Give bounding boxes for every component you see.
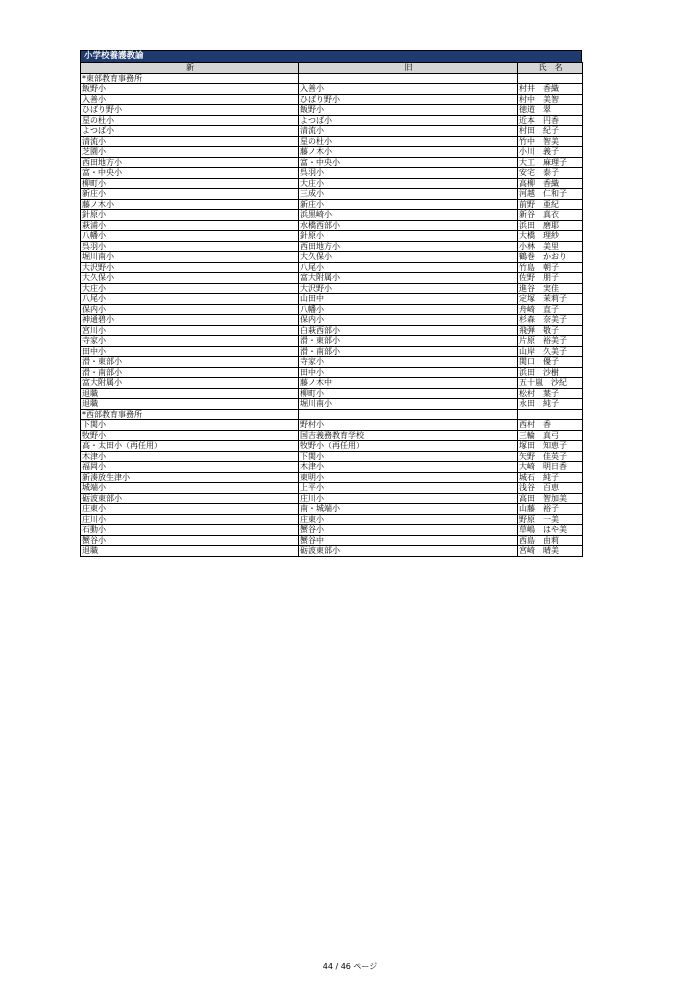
cell-person-name: 山岸 久美子 [518, 346, 583, 357]
table-row [81, 136, 583, 147]
cell-new-school: 針原小 [81, 210, 299, 221]
cell-new-school: 石動小 [81, 525, 299, 536]
cell-new-school: 滑・東部小 [81, 357, 299, 368]
page-number: 44 / 46 ページ [322, 962, 378, 971]
cell-old-school: 藤ノ木中 [299, 378, 518, 389]
cell-person-name: 定塚 茉莉子 [518, 294, 583, 305]
cell-old-school: 南・城端小 [299, 504, 518, 515]
table-row [81, 483, 583, 494]
cell-old-school: 富・中央小 [299, 157, 518, 168]
cell-new-school: 下関小 [81, 420, 299, 431]
cell-person-name: 安宅 泰子 [518, 168, 583, 179]
cell-new-school: 入善小 [81, 94, 299, 105]
cell-new-school: 福岡小 [81, 462, 299, 473]
cell-new-school: 新湊放生津小 [81, 472, 299, 483]
table-row [81, 189, 583, 200]
group-empty-cell [299, 409, 518, 420]
cell-new-school: 大沢野小 [81, 262, 299, 273]
cell-new-school: 蟹谷小 [81, 535, 299, 546]
cell-person-name: 竹島 朝子 [518, 262, 583, 273]
cell-new-school: 滑・南部小 [81, 367, 299, 378]
cell-person-name: 野原 一美 [518, 514, 583, 525]
cell-person-name: 高柳 香織 [518, 178, 583, 189]
cell-new-school: 八幡小 [81, 231, 299, 242]
cell-old-school: 国吉義務教育学校 [299, 430, 518, 441]
cell-old-school: 柳町小 [299, 388, 518, 399]
table-row [81, 168, 583, 179]
cell-old-school: 白萩西部小 [299, 325, 518, 336]
cell-person-name: 山藤 裕子 [518, 504, 583, 515]
group-label: *東部教育事務所 [81, 73, 299, 84]
cell-person-name: 西村 香 [518, 420, 583, 431]
transfer-table [80, 62, 583, 557]
cell-old-school: よつば小 [299, 115, 518, 126]
table-row [81, 157, 583, 168]
cell-old-school: 東明小 [299, 472, 518, 483]
cell-new-school: 寺家小 [81, 336, 299, 347]
table-row [81, 262, 583, 273]
cell-old-school: 山田中 [299, 294, 518, 305]
table-row [81, 420, 583, 431]
cell-person-name: 塚田 知恵子 [518, 441, 583, 452]
cell-old-school: 砺波東部小 [299, 546, 518, 557]
cell-old-school: 滑・東部小 [299, 336, 518, 347]
table-row [81, 105, 583, 116]
cell-new-school: 庄川小 [81, 514, 299, 525]
column-header-row [81, 63, 583, 74]
cell-old-school: 大庄小 [299, 178, 518, 189]
cell-person-name: 浜田 沙樹 [518, 367, 583, 378]
table-row [81, 304, 583, 315]
cell-old-school: 野村小 [299, 420, 518, 431]
cell-person-name: 矢野 佳英子 [518, 451, 583, 462]
cell-old-school: 庄東小 [299, 514, 518, 525]
cell-new-school: 藤ノ木小 [81, 199, 299, 210]
cell-old-school: 水橋西部小 [299, 220, 518, 231]
table-row [81, 388, 583, 399]
cell-old-school: 三成小 [299, 189, 518, 200]
cell-old-school: 藤ノ木小 [299, 147, 518, 158]
cell-new-school: 富大附属小 [81, 378, 299, 389]
cell-new-school: 大庄小 [81, 283, 299, 294]
cell-old-school: 清流小 [299, 126, 518, 137]
cell-new-school: 田中小 [81, 346, 299, 357]
cell-person-name: 鶴巻 かおり [518, 252, 583, 263]
cell-person-name: 進谷 実佳 [518, 283, 583, 294]
cell-person-name: 小林 美里 [518, 241, 583, 252]
cell-new-school: 木津小 [81, 451, 299, 462]
column-header-name: 氏 名 [518, 63, 583, 74]
table-row [81, 84, 583, 95]
cell-old-school: 蟹谷中 [299, 535, 518, 546]
group-empty-cell [518, 73, 583, 84]
cell-new-school: 退職 [81, 388, 299, 399]
table-row [81, 451, 583, 462]
cell-new-school: 清流小 [81, 136, 299, 147]
cell-new-school: 飯野小 [81, 84, 299, 95]
cell-person-name: 大工 麻理子 [518, 157, 583, 168]
table-row [81, 294, 583, 305]
table-row [81, 231, 583, 242]
cell-person-name: 杉森 奈美子 [518, 315, 583, 326]
table-row [81, 546, 583, 557]
cell-old-school: 保内小 [299, 315, 518, 326]
cell-person-name: 関口 優子 [518, 357, 583, 368]
section-title: 小学校養護教諭 [80, 50, 582, 62]
group-empty-cell [518, 409, 583, 420]
cell-old-school: 飯野小 [299, 105, 518, 116]
table-row [81, 241, 583, 252]
table-row [81, 462, 583, 473]
cell-old-school: 堀川南小 [299, 399, 518, 410]
cell-old-school: 西田地方小 [299, 241, 518, 252]
cell-new-school: ひばり野小 [81, 105, 299, 116]
cell-person-name: 飛弾 敬子 [518, 325, 583, 336]
table-row [81, 472, 583, 483]
group-label: *西部教育事務所 [81, 409, 299, 420]
cell-new-school: 呉羽小 [81, 241, 299, 252]
cell-old-school: 星の杜小 [299, 136, 518, 147]
table-row [81, 346, 583, 357]
table-row [81, 94, 583, 105]
cell-person-name: 近本 円香 [518, 115, 583, 126]
cell-person-name: 徳道 翠 [518, 105, 583, 116]
cell-person-name: 河越 仁和子 [518, 189, 583, 200]
table-row [81, 147, 583, 158]
staff-transfer-table-container [80, 50, 582, 557]
cell-new-school: 退職 [81, 546, 299, 557]
cell-old-school: 木津小 [299, 462, 518, 473]
table-row [81, 115, 583, 126]
table-row [81, 126, 583, 137]
table-row [81, 430, 583, 441]
cell-new-school: 堀川南小 [81, 252, 299, 263]
cell-person-name: 三輪 真弓 [518, 430, 583, 441]
cell-person-name: 五十嵐 沙紀 [518, 378, 583, 389]
cell-person-name: 佐野 朋子 [518, 273, 583, 284]
cell-old-school: 浜黒崎小 [299, 210, 518, 221]
cell-new-school: 城端小 [81, 483, 299, 494]
table-row [81, 399, 583, 410]
cell-old-school: 富大附属小 [299, 273, 518, 284]
table-row [81, 325, 583, 336]
table-row [81, 441, 583, 452]
table-row [81, 273, 583, 284]
cell-old-school: 庄川小 [299, 493, 518, 504]
cell-new-school: 萩浦小 [81, 220, 299, 231]
column-header-new: 新 [81, 63, 299, 74]
cell-person-name: 前野 亜紀 [518, 199, 583, 210]
cell-person-name: 村田 紀子 [518, 126, 583, 137]
cell-person-name: 竹中 智美 [518, 136, 583, 147]
cell-new-school: 牧野小 [81, 430, 299, 441]
table-row [81, 283, 583, 294]
cell-new-school: 柳町小 [81, 178, 299, 189]
cell-person-name: 高田 智加美 [518, 493, 583, 504]
cell-old-school: 大久保小 [299, 252, 518, 263]
table-row [81, 367, 583, 378]
cell-new-school: 星の杜小 [81, 115, 299, 126]
cell-old-school: 牧野小（再任用） [299, 441, 518, 452]
group-header-row [81, 73, 583, 84]
cell-new-school: 神通碧小 [81, 315, 299, 326]
column-header-old: 旧 [299, 63, 518, 74]
table-row [81, 199, 583, 210]
cell-old-school: 蟹谷小 [299, 525, 518, 536]
cell-new-school: 八尾小 [81, 294, 299, 305]
cell-new-school: 宮川小 [81, 325, 299, 336]
table-row [81, 493, 583, 504]
table-row [81, 525, 583, 536]
cell-person-name: 舟崎 直子 [518, 304, 583, 315]
cell-old-school: 大沢野小 [299, 283, 518, 294]
cell-old-school: 呉羽小 [299, 168, 518, 179]
table-row [81, 336, 583, 347]
table-row [81, 315, 583, 326]
cell-new-school: よつば小 [81, 126, 299, 137]
cell-person-name: 浅谷 百恵 [518, 483, 583, 494]
cell-new-school: 西田地方小 [81, 157, 299, 168]
cell-person-name: 松村 葉子 [518, 388, 583, 399]
cell-old-school: 新庄小 [299, 199, 518, 210]
cell-person-name: 片原 裕美子 [518, 336, 583, 347]
cell-old-school: ひばり野小 [299, 94, 518, 105]
cell-new-school: 新庄小 [81, 189, 299, 200]
cell-old-school: 滑・南部小 [299, 346, 518, 357]
cell-old-school: 下関小 [299, 451, 518, 462]
cell-old-school: 上平小 [299, 483, 518, 494]
cell-person-name: 小川 義子 [518, 147, 583, 158]
table-row [81, 504, 583, 515]
cell-person-name: 草嶋 はや美 [518, 525, 583, 536]
cell-new-school: 退職 [81, 399, 299, 410]
cell-person-name: 城石 純子 [518, 472, 583, 483]
table-row [81, 220, 583, 231]
cell-new-school: 大久保小 [81, 273, 299, 284]
cell-person-name: 村中 美智 [518, 94, 583, 105]
group-header-row [81, 409, 583, 420]
table-row [81, 210, 583, 221]
table-row [81, 535, 583, 546]
cell-person-name: 宮崎 晴美 [518, 546, 583, 557]
cell-new-school: 保内小 [81, 304, 299, 315]
cell-old-school: 寺家小 [299, 357, 518, 368]
cell-person-name: 浜田 磨耶 [518, 220, 583, 231]
cell-person-name: 永田 純子 [518, 399, 583, 410]
table-row [81, 378, 583, 389]
cell-person-name: 大橋 理紗 [518, 231, 583, 242]
cell-person-name: 新谷 真衣 [518, 210, 583, 221]
cell-new-school: 富・中央小 [81, 168, 299, 179]
table-row [81, 514, 583, 525]
cell-old-school: 針原小 [299, 231, 518, 242]
cell-new-school: 砺波東部小 [81, 493, 299, 504]
group-empty-cell [299, 73, 518, 84]
cell-person-name: 西島 由莉 [518, 535, 583, 546]
cell-old-school: 八幡小 [299, 304, 518, 315]
cell-new-school: 庄東小 [81, 504, 299, 515]
cell-new-school: 高・太田小（再任用） [81, 441, 299, 452]
table-body [81, 73, 583, 556]
cell-person-name: 村井 香織 [518, 84, 583, 95]
table-row [81, 357, 583, 368]
table-row [81, 252, 583, 263]
cell-old-school: 入善小 [299, 84, 518, 95]
cell-old-school: 八尾小 [299, 262, 518, 273]
table-row [81, 178, 583, 189]
cell-person-name: 大崎 明日香 [518, 462, 583, 473]
cell-old-school: 田中小 [299, 367, 518, 378]
cell-new-school: 芝園小 [81, 147, 299, 158]
